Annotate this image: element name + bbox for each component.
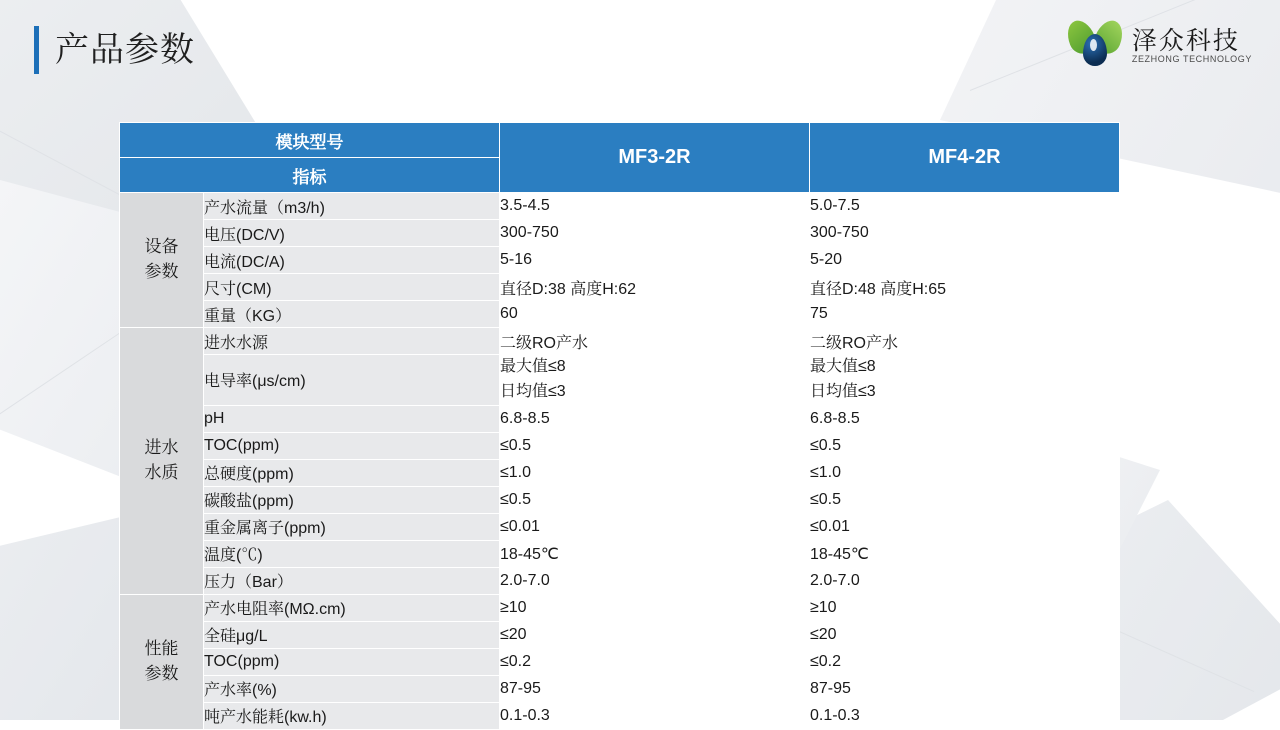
group-label-performance xyxy=(120,594,204,729)
row-value-mf4: ≤0.5 xyxy=(810,432,1120,459)
row-value-mf3: ≤20 xyxy=(500,621,810,648)
row-value-mf4: 直径D:48 高度H:65 xyxy=(810,274,1120,301)
group-label-line1: 设备 xyxy=(144,237,179,257)
company-logo xyxy=(1056,14,1262,78)
header-column-mf3: MF3-2R xyxy=(500,123,810,193)
row-value-mf4: ≥10 xyxy=(810,594,1120,621)
header-model-label: 模块型号 xyxy=(120,123,500,158)
row-label: 产水率(%) xyxy=(204,675,500,702)
row-value-mf3: 二级RO产水 xyxy=(500,328,810,355)
row-value-mf4: ≤0.5 xyxy=(810,486,1120,513)
title-accent-bar xyxy=(34,26,39,74)
row-value-mf4: ≤0.2 xyxy=(810,648,1120,675)
group-label-line1: 进水 xyxy=(144,438,179,458)
row-label: 产水电阻率(MΩ.cm) xyxy=(204,594,500,621)
page-header xyxy=(34,26,195,74)
row-value-mf3: 300-750 xyxy=(500,220,810,247)
row-value-mf4: ≤0.01 xyxy=(810,513,1120,540)
row-value-mf4: 0.1-0.3 xyxy=(810,702,1120,729)
row-value-mf4: 75 xyxy=(810,301,1120,328)
table-row xyxy=(120,459,1120,486)
group-label-equipment xyxy=(120,193,204,328)
logo-name-cn: 泽众科技 xyxy=(1131,26,1240,55)
table-row xyxy=(120,594,1120,621)
logo-name-en: ZEZHONG TECHNOLOGY xyxy=(1131,54,1252,65)
row-value-mf3: 6.8-8.5 xyxy=(500,405,810,432)
row-value-mf3: 18-45℃ xyxy=(500,540,810,567)
row-value-mf3: ≥10 xyxy=(500,594,810,621)
group-label-line2: 参数 xyxy=(144,262,179,281)
row-label: 碳酸盐(ppm) xyxy=(204,486,500,513)
header-index-label: 指标 xyxy=(120,158,500,193)
table-row xyxy=(120,648,1120,675)
table-row xyxy=(120,193,1120,220)
row-value-mf3: 3.5-4.5 xyxy=(500,193,810,220)
table-row xyxy=(120,328,1120,355)
row-value-mf3: ≤1.0 xyxy=(500,459,810,486)
row-value-mf3: 0.1-0.3 xyxy=(500,702,810,729)
table-header-row-model xyxy=(120,123,1120,158)
row-value-line2: 日均值≤3 xyxy=(500,382,566,400)
row-label: 尺寸(CM) xyxy=(204,274,500,301)
row-value-mf4 xyxy=(810,355,1120,406)
row-value-mf3: 2.0-7.0 xyxy=(500,567,810,594)
row-value-mf4: 5-20 xyxy=(810,247,1120,274)
row-label: 温度(℃) xyxy=(204,540,500,567)
row-value-mf4: 300-750 xyxy=(810,220,1120,247)
row-value-mf4: 2.0-7.0 xyxy=(810,567,1120,594)
row-label: 全硅μg/L xyxy=(204,621,500,648)
group-label-feed-water xyxy=(120,328,204,595)
table-row xyxy=(120,247,1120,274)
row-value-mf4: 二级RO产水 xyxy=(810,328,1120,355)
table-row xyxy=(120,486,1120,513)
row-value-mf3: 87-95 xyxy=(500,675,810,702)
table-row xyxy=(120,540,1120,567)
row-value-mf3: ≤0.5 xyxy=(500,486,810,513)
table-row xyxy=(120,405,1120,432)
table-row xyxy=(120,621,1120,648)
row-value-mf4: 6.8-8.5 xyxy=(810,405,1120,432)
row-label: 重金属离子(ppm) xyxy=(204,513,500,540)
row-label: 产水流量（m3/h) xyxy=(204,193,500,220)
row-value-line2: 日均值≤3 xyxy=(810,382,876,400)
row-value-mf3: ≤0.01 xyxy=(500,513,810,540)
table-row xyxy=(120,301,1120,328)
group-label-line2: 参数 xyxy=(144,663,179,683)
row-value-mf3: ≤0.2 xyxy=(500,648,810,675)
logo-leaf-droplet-icon xyxy=(1066,20,1124,72)
row-value-mf3 xyxy=(500,355,810,406)
row-value-mf4: 5.0-7.5 xyxy=(810,193,1120,220)
row-value-mf3: 直径D:38 高度H:62 xyxy=(500,274,810,301)
row-value-mf4: ≤1.0 xyxy=(810,459,1120,486)
product-spec-table xyxy=(119,122,1120,730)
row-label: 压力（Bar） xyxy=(204,567,500,594)
table-row xyxy=(120,675,1120,702)
row-label: 吨产水能耗(kw.h) xyxy=(204,702,500,729)
row-value-mf4: 18-45℃ xyxy=(810,540,1120,567)
row-label: 重量（KG） xyxy=(204,301,500,328)
table-row xyxy=(120,432,1120,459)
header-column-mf4: MF4-2R xyxy=(810,123,1120,193)
table-row xyxy=(120,274,1120,301)
row-value-mf4: ≤20 xyxy=(810,621,1120,648)
table-row xyxy=(120,220,1120,247)
row-label: 电导率(μs/cm) xyxy=(204,355,500,406)
row-value-mf3: 60 xyxy=(500,301,810,328)
page-title: 产品参数 xyxy=(55,31,195,69)
table-row xyxy=(120,355,1120,406)
row-label: 进水水源 xyxy=(204,328,500,355)
table-row xyxy=(120,513,1120,540)
row-label: 电压(DC/V) xyxy=(204,220,500,247)
table-row xyxy=(120,702,1120,729)
group-label-line1: 性能 xyxy=(144,638,179,658)
row-label: 总硬度(ppm) xyxy=(204,459,500,486)
group-label-line2: 水质 xyxy=(144,462,179,482)
row-label: 电流(DC/A) xyxy=(204,247,500,274)
row-value-line1: 最大值≤8 xyxy=(810,358,876,375)
row-label: TOC(ppm) xyxy=(204,432,500,459)
row-label: pH xyxy=(204,405,500,432)
row-value-mf4: 87-95 xyxy=(810,675,1120,702)
row-label: TOC(ppm) xyxy=(204,648,500,675)
row-value-line1: 最大值≤8 xyxy=(500,358,566,375)
row-value-mf3: 5-16 xyxy=(500,247,810,274)
table-row xyxy=(120,567,1120,594)
row-value-mf3: ≤0.5 xyxy=(500,432,810,459)
